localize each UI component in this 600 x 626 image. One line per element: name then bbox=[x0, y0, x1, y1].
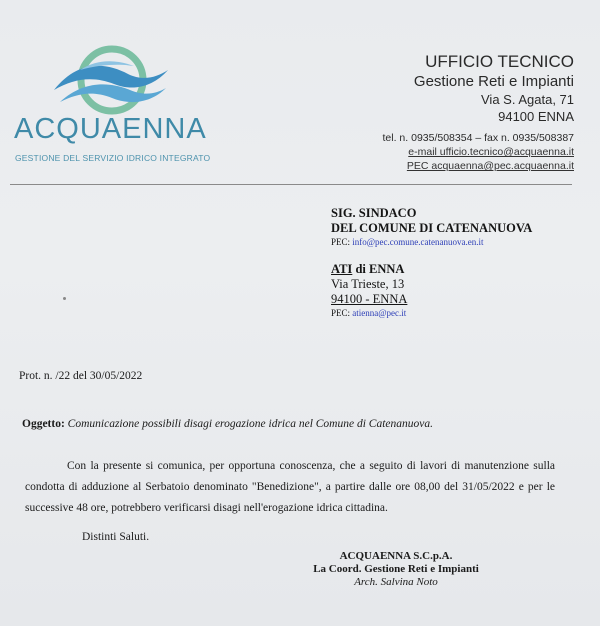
recipient-ati-pec-link[interactable]: atienna@pec.it bbox=[352, 308, 407, 318]
recipient-ati-street: Via Trieste, 13 bbox=[331, 277, 405, 291]
protocol-line: Prot. n. /22 del 30/05/2022 bbox=[19, 370, 143, 382]
office-email-link[interactable]: e-mail ufficio.tecnico@acquaenna.it bbox=[408, 146, 574, 158]
recipient-mayor-line2: DEL COMUNE DI CATENANUOVA bbox=[331, 221, 533, 235]
office-subtitle: Gestione Reti e Impianti bbox=[413, 73, 574, 90]
recipient-ati bbox=[331, 262, 532, 319]
signature-role: La Coord. Gestione Reti e Impianti bbox=[313, 563, 479, 575]
paper-speck bbox=[63, 297, 66, 300]
subject-label: Oggetto: bbox=[22, 418, 65, 430]
recipient-ati-name-a: ATI bbox=[331, 262, 353, 276]
recipient-mayor-pec-label: PEC: bbox=[331, 237, 351, 247]
body-paragraph: Con la presente si comunica, per opportuna conoscenza, che a seguito di lavori di manutenzione sulla condotta di adduzione al Serbatoio denominato "Benedizione", a partire dalle ore 08,00 del 31/05/2022 e per le successive 48 ore, potrebbero verificarsi disagi nell'erogazione idrica cittadina. bbox=[25, 460, 555, 514]
recipient-mayor-line1: SIG. SINDACO bbox=[331, 206, 417, 220]
recipient-mayor bbox=[331, 206, 532, 248]
brand-name: ACQUAENNA bbox=[14, 113, 207, 145]
office-title: UFFICIO TECNICO bbox=[425, 52, 574, 71]
closing-greeting: Distinti Saluti. bbox=[82, 531, 150, 543]
signature-company: ACQUAENNA S.C.p.A. bbox=[339, 550, 453, 562]
header-divider bbox=[10, 184, 572, 185]
signature-block bbox=[296, 550, 496, 589]
signature-name: Arch. Salvina Noto bbox=[354, 576, 438, 588]
subject-text: Comunicazione possibili disagi erogazione idrica nel Comune di Catenanuova. bbox=[67, 418, 433, 430]
office-pec-link[interactable]: PEC acquaenna@pec.acquaenna.it bbox=[406, 160, 574, 172]
recipient-ati-name-b: di ENNA bbox=[352, 262, 405, 276]
subject-line bbox=[22, 418, 433, 430]
office-phone: tel. n. 0935/508354 – fax n. 0935/508387 bbox=[382, 132, 574, 144]
office-city: 94100 ENNA bbox=[498, 109, 574, 124]
office-street: Via S. Agata, 71 bbox=[481, 92, 574, 107]
recipient-ati-city: 94100 - ENNA bbox=[331, 292, 408, 306]
recipient-ati-pec-label: PEC: bbox=[331, 308, 351, 318]
recipient-mayor-pec-link[interactable]: info@pec.comune.catenanuova.en.it bbox=[352, 237, 484, 247]
office-header bbox=[383, 52, 575, 173]
letter-body bbox=[25, 456, 555, 519]
brand-tagline: GESTIONE DEL SERVIZIO IDRICO INTEGRATO bbox=[15, 153, 211, 163]
recipients-block bbox=[331, 206, 532, 319]
